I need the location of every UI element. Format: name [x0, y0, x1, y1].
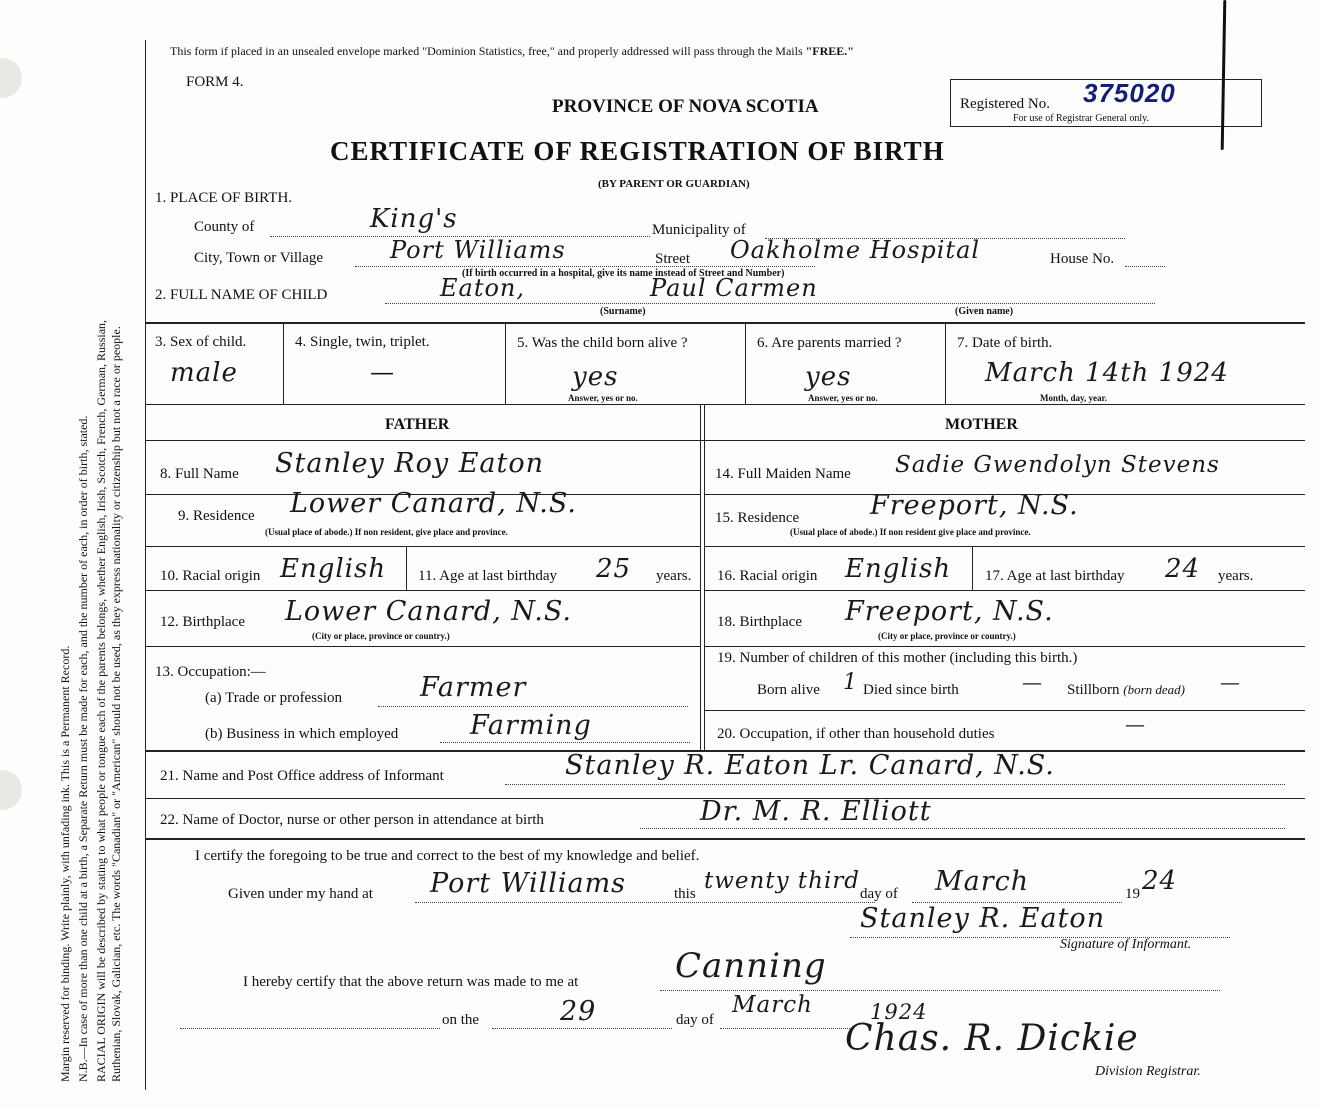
- died-since-birth-value: —: [1022, 670, 1043, 694]
- date-of-birth-value: March 14th 1924: [985, 358, 1229, 388]
- father-heading: FATHER: [385, 416, 450, 433]
- binding-hole-top: [0, 58, 22, 98]
- child-given-name: Paul Carmen: [650, 274, 818, 302]
- street-label: Street: [655, 251, 690, 267]
- father-business-label: (b) Business in which employed: [205, 726, 399, 742]
- mother-birthplace-label: 18. Birthplace: [717, 614, 802, 630]
- municipality-label: Municipality of: [652, 222, 746, 238]
- father-occupation-label: 13. Occupation:—: [155, 664, 266, 680]
- father-residence-note: (Usual place of abode.) If non resident, give place and province.: [265, 527, 508, 537]
- registrar-signature: Chas. R. Dickie: [845, 1018, 1139, 1059]
- this-label: this: [674, 886, 696, 902]
- born-alive-value: yes: [572, 362, 619, 392]
- date-of-birth-label: 7. Date of birth.: [957, 335, 1053, 351]
- registrar-year: 1924: [870, 1000, 928, 1024]
- father-name-label: 8. Full Name: [160, 466, 239, 482]
- father-trade-label: (a) Trade or profession: [205, 690, 343, 706]
- father-birthplace-value: Lower Canard, N.S.: [285, 596, 572, 627]
- certificate-title: CERTIFICATE OF REGISTRATION OF BIRTH: [330, 136, 945, 166]
- mother-occupation-label: 20. Occupation, if other than household duties: [717, 726, 995, 742]
- street-value: Oakholme Hospital: [730, 236, 981, 264]
- informant-label: 21. Name and Post Office address of Informant: [160, 768, 444, 784]
- county-value: King's: [370, 204, 458, 234]
- place-of-birth-heading: 1. PLACE OF BIRTH.: [155, 190, 293, 206]
- registrar-day-label: day of: [676, 1012, 714, 1028]
- father-years: years.: [656, 568, 692, 584]
- on-the-label: on the: [442, 1012, 480, 1028]
- father-age-value: 25: [596, 554, 632, 584]
- mother-years: years.: [1218, 568, 1254, 584]
- stillborn-value: —: [1220, 670, 1241, 694]
- city-value: Port Williams: [390, 236, 566, 264]
- stillborn-label-text: Stillborn: [1067, 682, 1120, 698]
- informant-signature: Stanley R. Eaton: [860, 903, 1106, 934]
- certificate-subtitle: (BY PARENT OR GUARDIAN): [598, 178, 750, 190]
- doctor-label: 22. Name of Doctor, nurse or other person in attendance at birth: [160, 812, 544, 828]
- born-alive-count-label: Born alive: [757, 682, 820, 698]
- mother-name-value: Sadie Gwendolyn Stevens: [895, 452, 1220, 478]
- father-residence-value: Lower Canard, N.S.: [290, 488, 577, 519]
- province-heading: PROVINCE OF NOVA SCOTIA: [552, 96, 819, 117]
- father-racial-value: English: [280, 554, 387, 584]
- certify-statement: I certify the foregoing to be true and correct to the best of my knowledge and belief.: [195, 848, 700, 864]
- sex-value: male: [170, 358, 238, 388]
- sex-label: 3. Sex of child.: [155, 334, 247, 350]
- given-year-prefix: 19: [1125, 886, 1140, 902]
- given-month-value: March: [935, 866, 1030, 897]
- form-number: FORM 4.: [186, 74, 244, 90]
- stillborn-note: (born dead): [1123, 682, 1186, 697]
- surname-note: (Surname): [600, 306, 646, 317]
- registered-box: [950, 79, 1262, 127]
- given-name-note: (Given name): [955, 306, 1014, 317]
- child-name-label: 2. FULL NAME OF CHILD: [155, 287, 328, 303]
- given-year-value: 24: [1142, 866, 1178, 896]
- county-label: County of: [194, 219, 255, 235]
- mother-racial-value: English: [845, 554, 952, 584]
- given-day-label: day of: [860, 886, 898, 902]
- parents-married-value: yes: [805, 362, 852, 392]
- mail-notice: [170, 44, 854, 59]
- born-alive-count-value: 1: [843, 670, 858, 695]
- registered-label: Registered No.: [960, 96, 1050, 112]
- ink-stroke: [1221, 0, 1227, 150]
- mother-occupation-value: —: [1125, 712, 1146, 736]
- mother-name-label: 14. Full Maiden Name: [715, 466, 851, 482]
- registered-number: 375020: [1083, 78, 1176, 108]
- mother-heading: MOTHER: [945, 416, 1018, 433]
- mother-birthplace-note: (City or place, province or country.): [878, 631, 1016, 641]
- mail-notice-free: "FREE.": [805, 44, 854, 58]
- given-under-label: Given under my hand at: [228, 886, 373, 902]
- father-business-value: Farming: [470, 710, 592, 741]
- registrar-month: March: [732, 992, 813, 1018]
- father-racial-label: 10. Racial origin: [160, 568, 261, 584]
- margin-note-2: N.B.—In case of more than one child at a birth, a Separate Return must be made for each, and the number of each, in order of birth, stated.: [76, 415, 90, 1082]
- mother-age-value: 24: [1165, 554, 1201, 584]
- date-of-birth-note: Month, day, year.: [1040, 393, 1107, 403]
- mother-birthplace-value: Freeport, N.S.: [845, 596, 1054, 627]
- margin-note-1: Margin reserved for binding. Write plainly, with unfading ink. This is a Permanent Record.: [58, 645, 72, 1082]
- registrar-note: For use of Registrar General only.: [1013, 113, 1149, 124]
- parents-married-note: Answer, yes or no.: [808, 393, 878, 403]
- house-no-label: House No.: [1050, 251, 1115, 267]
- mail-notice-text: This form if placed in an unsealed envelope marked "Dominion Statistics, free," and properly addressed will pass through the Mails: [170, 44, 803, 58]
- child-surname: Eaton,: [440, 274, 526, 302]
- multiple-birth-label: 4. Single, twin, triplet.: [295, 334, 430, 350]
- registrar-place: Canning: [675, 946, 827, 986]
- father-birthplace-label: 12. Birthplace: [160, 614, 245, 630]
- mother-residence-note: (Usual place of abode.) If non resident give place and province.: [790, 527, 1031, 537]
- mother-racial-label: 16. Racial origin: [717, 568, 818, 584]
- born-alive-label: 5. Was the child born alive ?: [517, 335, 688, 351]
- parents-married-label: 6. Are parents married ?: [757, 335, 902, 351]
- division-registrar-label: Division Registrar.: [1095, 1064, 1201, 1079]
- registrar-day: 29: [560, 996, 597, 1027]
- form-left-border: [145, 40, 146, 1090]
- mother-children-label: 19. Number of children of this mother (including this birth.): [717, 650, 1078, 666]
- father-birthplace-note: (City or place, province or country.): [312, 631, 450, 641]
- doctor-value: Dr. M. R. Elliott: [700, 796, 932, 827]
- father-residence-label: 9. Residence: [178, 508, 255, 524]
- margin-notes: [58, 320, 124, 1082]
- margin-note-4: Ruthenian, Slovak, Galician, etc. The words "Canadian" or "American" should not be used, as they express nationality or citizenship but not a race or people.: [109, 326, 123, 1082]
- mother-age-label: 17. Age at last birthday: [985, 568, 1125, 584]
- margin-note-3: RACIAL ORIGIN will be described by stating to what people or tongue each of the parents belongs, whether English, Irish, Scotch, French, German, Russian,: [94, 319, 108, 1082]
- father-trade-value: Farmer: [420, 672, 527, 703]
- binding-hole-bottom: [0, 770, 22, 810]
- given-place-value: Port Williams: [430, 868, 627, 899]
- father-name-value: Stanley Roy Eaton: [275, 448, 545, 479]
- given-day-value: twenty third: [704, 868, 861, 894]
- died-since-birth-label: Died since birth: [863, 682, 959, 698]
- mother-residence-label: 15. Residence: [715, 510, 800, 526]
- registrar-statement: I hereby certify that the above return was made to me at: [243, 974, 579, 990]
- stillborn-label: [1067, 682, 1185, 699]
- born-alive-note: Answer, yes or no.: [568, 393, 638, 403]
- informant-value: Stanley R. Eaton Lr. Canard, N.S.: [565, 750, 1055, 781]
- multiple-birth-value: —: [370, 358, 395, 386]
- father-age-label: 11. Age at last birthday: [418, 568, 557, 584]
- hospital-note: (If birth occurred in a hospital, give its name instead of Street and Number): [462, 268, 785, 279]
- informant-signature-label: Signature of Informant.: [1060, 937, 1192, 952]
- city-label: City, Town or Village: [194, 250, 324, 266]
- mother-residence-value: Freeport, N.S.: [870, 490, 1079, 521]
